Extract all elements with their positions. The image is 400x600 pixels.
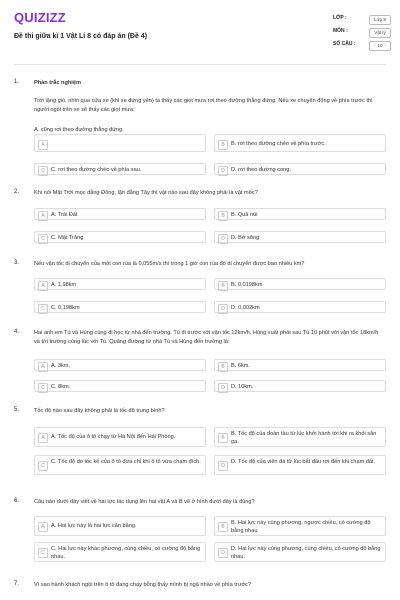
option-a[interactable]	[34, 208, 206, 220]
option-letter: A	[38, 362, 48, 372]
question-text: Vì sao hành khách ngồi trên ô tô đang chạy bỗng thấy mình bị ngả nhào về phía trước?	[34, 582, 252, 588]
option-letter: A	[38, 433, 48, 443]
question-number: 2.	[14, 189, 20, 195]
option-d[interactable]	[214, 455, 386, 475]
meta-row-subject	[333, 28, 391, 41]
meta-label: MÔN :	[333, 28, 348, 34]
option-letter: B	[218, 211, 228, 221]
option-text: A. 1,98km	[51, 282, 77, 288]
option-b[interactable]	[214, 278, 386, 290]
meta-row-class	[333, 15, 391, 28]
option-text: D. 10km.	[231, 384, 254, 390]
worksheet-meta	[333, 15, 391, 54]
option-a[interactable]	[34, 516, 206, 536]
option-text: D. Tốc độ của viên đá từ lúc bắt đầu rơi đến khi chạm đất.	[231, 459, 376, 465]
question-text: Trời lặng gió, nhìn qua cửa xe (khi xe đứng yên) ta thấy các giọt mưa rơi theo đường thẳng đứng. Nếu xe chuyển động về phía trước thì người ngồi trên xe sẽ thấy các giọt mưa:	[34, 98, 373, 113]
option-b[interactable]	[214, 208, 386, 220]
option-d[interactable]	[214, 542, 386, 562]
worksheet-header	[0, 0, 400, 64]
option-text: A. Trái Đất	[51, 212, 78, 218]
option-letter: C	[38, 234, 48, 244]
option-letter: B	[218, 433, 228, 443]
option-letter: C	[38, 383, 48, 393]
option-d[interactable]	[214, 301, 386, 313]
question-number: 6.	[14, 498, 20, 504]
option-text: C. Mặt Trăng	[51, 235, 84, 241]
meta-row-count	[333, 41, 391, 54]
option-a[interactable]	[34, 427, 206, 447]
option-text: B. 6km.	[231, 363, 250, 369]
option-c[interactable]	[34, 542, 206, 562]
option-text: A. Tốc độ của ô tô chạy từ Hà Nội đến Hải Phòng.	[51, 434, 176, 440]
option-text: D. Bờ sông	[231, 235, 260, 241]
option-c[interactable]	[34, 455, 206, 475]
question-number: 7.	[14, 581, 20, 587]
section-title: Phần trắc nghiệm	[34, 80, 81, 86]
option-letter: C	[38, 166, 48, 176]
question-text: Nếu vận tốc di chuyển của một con rùa là 0,055m/s thì trong 1 giờ con rùa đó di chuyển được bao nhiêu km?	[34, 261, 305, 267]
question-text: Tốc độ nào sau đây không phải là tốc độ trung bình?	[34, 408, 165, 414]
option-letter: B	[218, 140, 228, 150]
question-text: Khi nói Mặt Trời mọc đằng Đông, lặn đằng Tây thì vật nào sau đây không phải là vật mốc?	[34, 190, 258, 196]
option-text: B. Tốc độ của đoàn tàu từ lúc khởi hành tới khi ra khỏi sân ga.	[231, 431, 377, 445]
option-d[interactable]	[214, 163, 386, 175]
question-text: Hai anh em Tú và Hùng cùng đi học từ nhà đến trường. Tú đi trước với vận tốc 12km/h. Hùng xuất phát sau Tú 10 phút với vận tốc 18km/h và tới trường cùng lúc với Tú. Quãng đường từ nhà Tú và Hùng đến trường là:	[34, 330, 379, 345]
option-d[interactable]	[214, 380, 386, 392]
option-letter: D	[218, 461, 228, 471]
option-text: C. Hai lực này khác phương, cùng chiều, có cường độ bằng nhau.	[51, 546, 201, 560]
option-a[interactable]	[34, 278, 206, 290]
option-letter: D	[218, 304, 228, 314]
question-number: 1.	[14, 79, 20, 85]
option-b[interactable]	[214, 134, 386, 152]
option-d[interactable]	[214, 231, 386, 243]
option-text: D. 0,002km	[231, 305, 260, 311]
option-letter: D	[218, 548, 228, 558]
option-c[interactable]	[34, 231, 206, 243]
option-text: A. 3km.	[51, 363, 70, 369]
option-letter: A	[38, 211, 48, 221]
meta-label: SỐ CÂU :	[333, 41, 356, 47]
meta-value: Lớp 8	[369, 15, 391, 25]
header-divider	[14, 64, 386, 65]
option-letter: B	[218, 362, 228, 372]
meta-value: Vật lý	[369, 28, 391, 38]
question-number: 5.	[14, 407, 20, 413]
option-b[interactable]	[214, 427, 386, 447]
option-b[interactable]	[214, 516, 386, 536]
option-a-text: A. cũng rơi theo đường thẳng đứng.	[34, 127, 124, 133]
option-letter: C	[38, 304, 48, 314]
option-c[interactable]	[34, 301, 206, 313]
option-letter: D	[218, 234, 228, 244]
option-text: C. 0,198km	[51, 305, 80, 311]
option-text: B. rơi theo đường chéo về phía trước.	[231, 141, 326, 147]
option-text: A. Hai lực này là hai lực cân bằng.	[51, 523, 137, 529]
quizizz-logo: QUIZIZZ	[14, 10, 66, 25]
question-number: 4.	[14, 329, 20, 335]
question-number: 3.	[14, 260, 20, 266]
meta-label: LỚP :	[333, 15, 347, 21]
option-letter: A	[38, 281, 48, 291]
option-letter: B	[218, 522, 228, 532]
option-text: C. Tốc độ do tốc kế của ô tô đưa chỉ khi ô tô vừa chạm đích.	[51, 459, 201, 465]
option-text: B. Hai lực này cùng phương, ngược chiều, có cường độ bằng nhau	[231, 520, 371, 534]
option-b[interactable]	[214, 359, 386, 371]
option-letter: D	[218, 166, 228, 176]
option-letter: A	[38, 140, 48, 150]
option-a[interactable]	[34, 359, 206, 371]
option-c[interactable]	[34, 163, 206, 175]
option-letter: C	[38, 548, 48, 558]
option-c[interactable]	[34, 380, 206, 392]
meta-value: 10	[369, 41, 391, 51]
option-text: B. Quả núi	[231, 212, 258, 218]
option-text: B. 0,0198km	[231, 282, 263, 288]
option-letter: D	[218, 383, 228, 393]
option-letter: B	[218, 281, 228, 291]
option-a[interactable]	[34, 134, 206, 152]
option-text: C. 8km.	[51, 384, 71, 390]
question-text: Câu nào dưới đây viết về hai lực tác dụng lên hai vật A và B vẽ ở hình dưới đây là đúng?	[34, 499, 255, 505]
option-text: D. rơi theo đường cong.	[231, 167, 291, 173]
option-letter: A	[38, 522, 48, 532]
worksheet-title: Đề thi giữa kì 1 Vật Lí 8 có đáp án (Đề 4)	[14, 33, 148, 40]
option-text: D. Hai lực này cùng phương, cùng chiều, có cường độ bằng nhau.	[231, 546, 381, 560]
option-text: C. rơi theo đường chéo về phía sau.	[51, 167, 142, 173]
option-letter: C	[38, 461, 48, 471]
